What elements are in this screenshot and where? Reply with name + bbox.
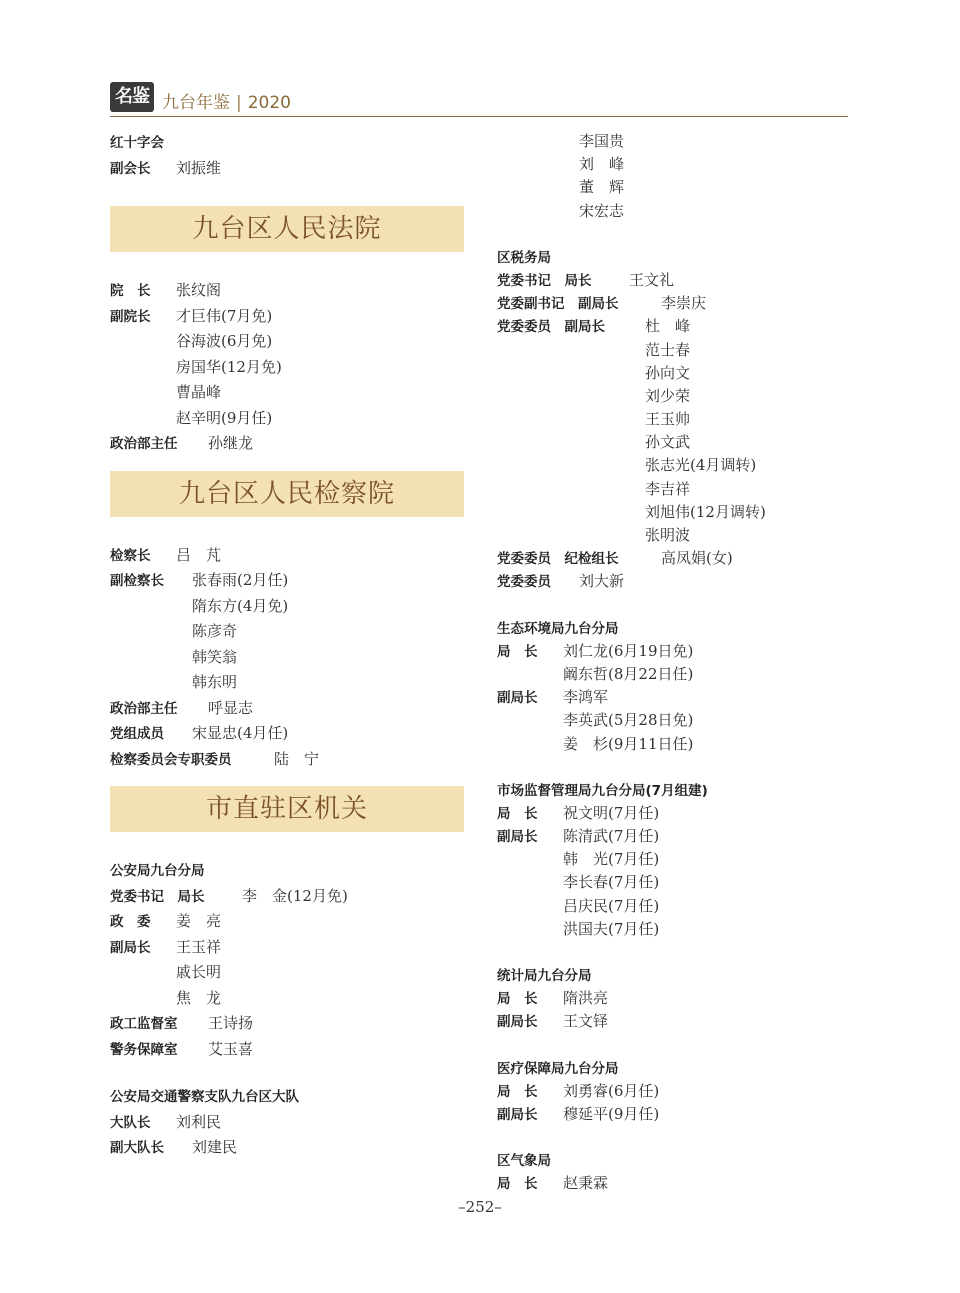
proc-chief-row xyxy=(110,543,465,569)
traffic-vice-row xyxy=(110,1135,465,1161)
person-name: 穆延平(9月任) xyxy=(563,1104,660,1123)
role-label: 副局长 xyxy=(497,1106,538,1123)
role-label: 党组成员 xyxy=(110,726,164,742)
person-name: 王玉祥 xyxy=(176,937,222,956)
person-name: 姜 杉(9月11日任) xyxy=(563,734,694,753)
court-vice-row xyxy=(110,406,465,432)
person-name: 孙继龙 xyxy=(208,434,254,452)
tax-member-row xyxy=(497,362,857,385)
court-political-row xyxy=(110,431,465,457)
page-header xyxy=(110,82,850,114)
person-name: 范士春 xyxy=(645,340,691,359)
role-label: 政治部主任 xyxy=(110,436,178,452)
tax-deputy-secretary-row xyxy=(497,292,857,315)
person-name: 房国华(12月免) xyxy=(176,357,282,376)
title-year: 2020 xyxy=(247,93,291,113)
city-agencies-banner: 市直驻区机关 xyxy=(110,786,464,832)
person-name: 李国贵 xyxy=(579,132,625,150)
person-name: 韩笑翁 xyxy=(192,647,238,666)
person-name: 李鸿军 xyxy=(563,688,609,707)
role-label: 政 委 xyxy=(110,914,151,930)
tax-discipline-row xyxy=(497,547,857,570)
role-label: 党委副书记 副局长 xyxy=(497,296,619,313)
market-deputy-row xyxy=(497,848,857,871)
traffic-captain-row xyxy=(110,1110,465,1136)
person-name: 张春雨(2月任) xyxy=(192,571,289,589)
person-name: 张志光(4月调转) xyxy=(645,456,757,475)
environment-org: 生态环境局九台分局 xyxy=(497,620,619,637)
person-name: 陈彦奇 xyxy=(192,622,238,640)
person-name: 杜 峰 xyxy=(645,317,691,336)
person-name: 祝文明(7月任) xyxy=(563,803,660,822)
tax-org: 区税务局 xyxy=(497,249,551,266)
right-column xyxy=(497,130,857,1196)
proc-deputy-row xyxy=(110,568,465,594)
person-name: 刘 峰 xyxy=(579,155,625,174)
env-deputy-row xyxy=(497,686,857,709)
person-name: 孙文武 xyxy=(645,433,691,452)
role-label: 党委委员 xyxy=(497,574,551,591)
role-label: 局 长 xyxy=(497,805,538,822)
person-name: 韩 光(7月任) xyxy=(563,850,660,869)
role-label: 检察长 xyxy=(110,547,151,564)
role-label: 副局长 xyxy=(497,829,538,846)
person-name: 陆 宁 xyxy=(274,749,320,768)
role-label: 党委委员 副局长 xyxy=(497,319,605,336)
proc-committee-row xyxy=(110,747,465,773)
stats-director-row xyxy=(497,987,857,1010)
person-name: 赵辛明(9月任) xyxy=(176,408,273,427)
person-name: 宋宏志 xyxy=(579,201,625,220)
police-support-row xyxy=(110,1037,465,1063)
role-label: 局 长 xyxy=(497,643,538,660)
yearbook-title xyxy=(162,88,291,113)
env-deputy-row xyxy=(497,709,857,732)
red-cross-org: 红十字会 xyxy=(110,135,164,151)
role-label: 副检察长 xyxy=(110,573,164,589)
tax-committee-row xyxy=(497,570,857,593)
role-label: 局 长 xyxy=(497,1176,538,1193)
tax-member-row xyxy=(497,478,857,501)
person-name: 曹晶峰 xyxy=(176,383,222,401)
role-label: 政治部主任 xyxy=(110,700,178,717)
market-deputy-row xyxy=(497,895,857,918)
role-label: 副局长 xyxy=(110,939,151,956)
person-name: 高凤娟(女) xyxy=(661,549,733,568)
proc-deputy-row xyxy=(110,619,465,645)
left-column xyxy=(110,130,465,1161)
market-deputy-row xyxy=(497,825,857,848)
continued-row xyxy=(497,176,857,199)
person-name: 刘大新 xyxy=(579,572,625,591)
person-name: 呼显志 xyxy=(208,698,254,717)
continued-row xyxy=(497,130,857,153)
weather-org: 区气象局 xyxy=(497,1153,551,1170)
police-commissar-row xyxy=(110,909,465,935)
procuratorate-banner: 九台区人民检察院 xyxy=(110,471,464,517)
person-name: 韩东明 xyxy=(192,673,238,691)
person-name: 吕庆民(7月任) xyxy=(563,896,660,915)
person-name: 李吉祥 xyxy=(645,479,691,498)
tax-secretary-row xyxy=(497,269,857,292)
person-name: 王文礼 xyxy=(629,270,675,289)
tax-member-row xyxy=(497,339,857,362)
court-vice-row xyxy=(110,329,465,355)
role-label: 党委书记 局长 xyxy=(497,272,592,289)
court-president-row xyxy=(110,278,465,304)
person-name: 孙向文 xyxy=(645,363,691,382)
person-name: 张纹阁 xyxy=(176,281,222,299)
court-banner: 九台区人民法院 xyxy=(110,206,464,252)
proc-deputy-row xyxy=(110,670,465,696)
person-name: 洪国夫(7月任) xyxy=(563,919,660,938)
env-deputy-row xyxy=(497,733,857,756)
court-vice-row xyxy=(110,355,465,381)
tax-member-row xyxy=(497,524,857,547)
tax-member-row xyxy=(497,385,857,408)
weather-director-row xyxy=(497,1172,857,1195)
person-name: 刘少荣 xyxy=(645,386,691,405)
person-name: 陈清武(7月任) xyxy=(563,827,660,846)
person-name: 王玉帅 xyxy=(645,410,691,429)
stats-deputy-row xyxy=(497,1010,857,1033)
role-label: 副大队长 xyxy=(110,1140,164,1156)
statistics-org: 统计局九台分局 xyxy=(497,968,592,984)
role-label: 副局长 xyxy=(497,690,538,707)
medical-org: 医疗保障局九台分局 xyxy=(497,1060,619,1077)
proc-deputy-row xyxy=(110,645,465,671)
person-name: 刘振维 xyxy=(176,158,222,177)
role-label: 检察委员会专职委员 xyxy=(110,751,232,768)
person-name: 吕 芃 xyxy=(176,545,222,564)
role-label: 副会长 xyxy=(110,160,151,177)
person-name: 刘勇睿(6月任) xyxy=(563,1081,660,1100)
role-label: 院 长 xyxy=(110,283,151,299)
env-director-row xyxy=(497,640,857,663)
continued-row xyxy=(497,153,857,176)
tax-member-row xyxy=(497,454,857,477)
person-name: 隋洪亮 xyxy=(563,989,609,1008)
role-label: 党委委员 纪检组长 xyxy=(497,551,619,568)
person-name: 李长春(7月任) xyxy=(563,873,660,892)
tax-member-row xyxy=(497,501,857,524)
medical-director-row xyxy=(497,1080,857,1103)
role-label: 警务保障室 xyxy=(110,1041,178,1058)
person-name: 焦 龙 xyxy=(176,988,222,1007)
yearbook-logo: 名鉴 xyxy=(110,82,154,112)
proc-political-row xyxy=(110,696,465,722)
tax-member-row xyxy=(497,315,857,338)
market-org: 市场监督管理局九台分局(7月组建) xyxy=(497,782,708,799)
person-name: 刘利民 xyxy=(176,1112,222,1131)
police-deputy-row xyxy=(110,935,465,961)
market-director-row xyxy=(497,802,857,825)
court-vice-row xyxy=(110,380,465,406)
person-name: 宋显忠(4月任) xyxy=(192,724,289,742)
header-rule xyxy=(110,116,848,117)
title-text: 九台年鉴 xyxy=(162,93,230,113)
role-label: 副院长 xyxy=(110,308,151,325)
person-name: 才巨伟(7月免) xyxy=(176,306,273,325)
proc-party-row xyxy=(110,721,465,747)
person-name: 王文铎 xyxy=(563,1012,609,1031)
person-name: 王诗扬 xyxy=(208,1014,254,1032)
person-name: 艾玉喜 xyxy=(208,1039,254,1058)
tax-member-row xyxy=(497,431,857,454)
proc-deputy-row xyxy=(110,594,465,620)
title-separator: | xyxy=(236,93,242,113)
court-vice-row xyxy=(110,304,465,330)
page-number: –252– xyxy=(458,1198,502,1216)
role-label: 副局长 xyxy=(497,1014,538,1031)
person-name: 李 金(12月免) xyxy=(242,886,348,905)
role-label: 大队长 xyxy=(110,1114,151,1131)
person-name: 赵秉霖 xyxy=(563,1174,609,1193)
person-name: 姜 亮 xyxy=(176,912,222,930)
police-secretary-row xyxy=(110,884,465,910)
police-org: 公安局九台分局 xyxy=(110,863,205,879)
person-name: 刘旭伟(12月调转) xyxy=(645,502,766,521)
person-name: 李崇庆 xyxy=(661,294,707,313)
traffic-org: 公安局交通警察支队九台区大队 xyxy=(110,1089,299,1105)
person-name: 董 辉 xyxy=(579,178,625,197)
medical-deputy-row xyxy=(497,1103,857,1126)
market-deputy-row xyxy=(497,918,857,941)
person-name: 阚东哲(8月22日任) xyxy=(563,664,694,683)
continued-row xyxy=(497,200,857,223)
role-label: 局 长 xyxy=(497,1083,538,1100)
person-name: 张明波 xyxy=(645,526,691,544)
person-name: 刘建民 xyxy=(192,1138,238,1156)
env-director-row xyxy=(497,663,857,686)
role-label: 党委书记 局长 xyxy=(110,888,205,905)
market-deputy-row xyxy=(497,871,857,894)
police-supervision-row xyxy=(110,1011,465,1037)
police-deputy-row xyxy=(110,960,465,986)
police-deputy-row xyxy=(110,986,465,1012)
role-label: 局 长 xyxy=(497,991,538,1008)
person-name: 李英武(5月28日免) xyxy=(563,711,694,730)
role-label: 政工监督室 xyxy=(110,1016,178,1032)
person-name: 谷海波(6月免) xyxy=(176,332,273,350)
person-name: 隋东方(4月免) xyxy=(192,596,289,615)
red-cross-vice-row xyxy=(110,156,465,182)
person-name: 刘仁龙(6月19日免) xyxy=(563,641,694,660)
tax-member-row xyxy=(497,408,857,431)
person-name: 戚长明 xyxy=(176,963,222,981)
